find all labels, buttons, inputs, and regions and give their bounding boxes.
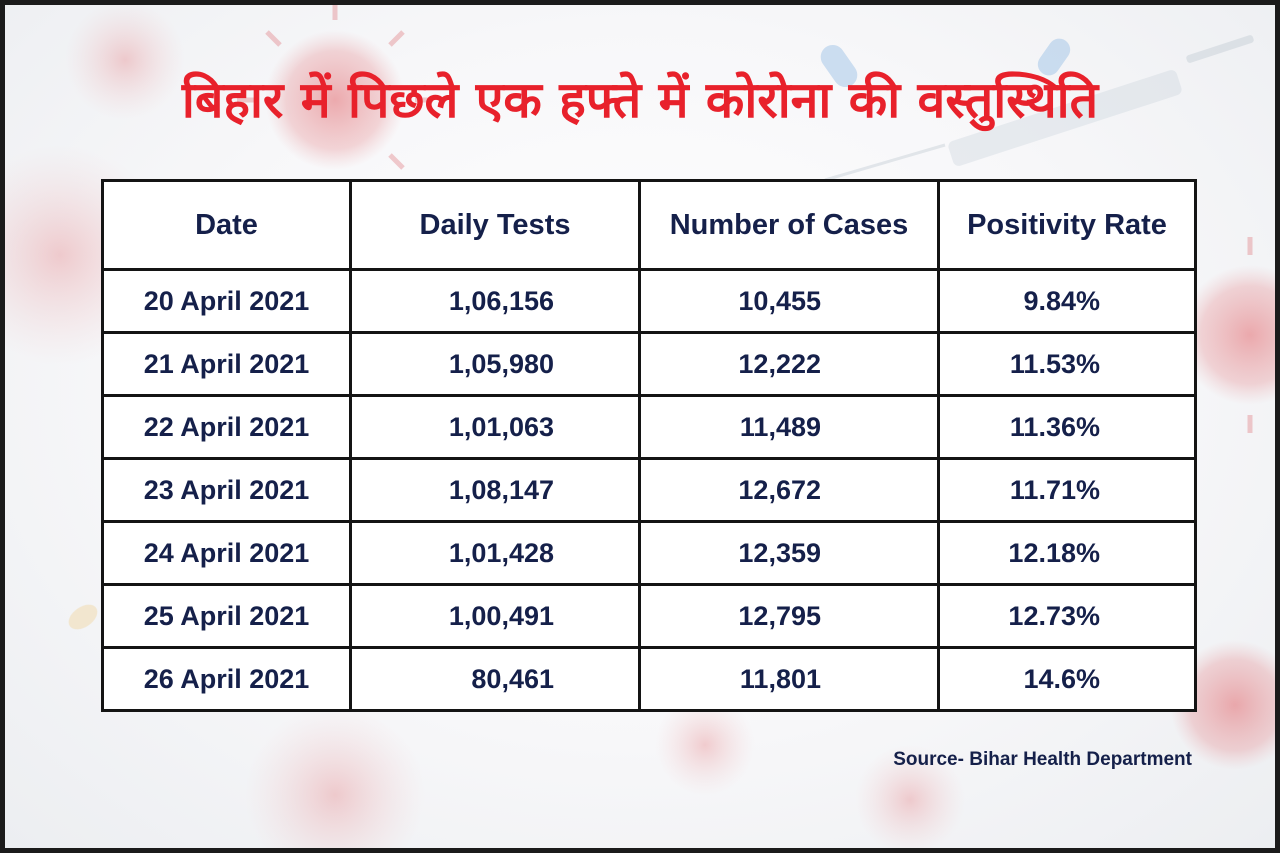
cell-positivity-rate: 11.53%: [939, 333, 1196, 396]
cell-daily-tests: 1,00,491: [351, 585, 640, 648]
table-row: [103, 648, 1196, 711]
cell-positivity-rate: 12.18%: [939, 522, 1196, 585]
table-row: [103, 333, 1196, 396]
cell-daily-tests: 1,01,428: [351, 522, 640, 585]
covid-stats-table: [101, 179, 1197, 712]
table-row: [103, 585, 1196, 648]
table-row: [103, 270, 1196, 333]
cell-daily-tests: 1,08,147: [351, 459, 640, 522]
cell-daily-tests: 1,06,156: [351, 270, 640, 333]
column-header-daily-tests: Daily Tests: [351, 181, 640, 270]
cell-daily-tests: 1,05,980: [351, 333, 640, 396]
column-header-date: Date: [103, 181, 351, 270]
virus-icon: [245, 705, 425, 848]
cell-number-of-cases: 10,455: [640, 270, 939, 333]
cell-date: 25 April 2021: [103, 585, 351, 648]
table-row: [103, 459, 1196, 522]
cell-number-of-cases: 12,795: [640, 585, 939, 648]
cell-number-of-cases: 11,801: [640, 648, 939, 711]
cell-daily-tests: 1,01,063: [351, 396, 640, 459]
cell-number-of-cases: 11,489: [640, 396, 939, 459]
cell-number-of-cases: 12,672: [640, 459, 939, 522]
cell-date: 24 April 2021: [103, 522, 351, 585]
table-header-row: [103, 181, 1196, 270]
page-title: बिहार में पिछले एक हफ्ते में कोरोना की वस्तुस्थिति: [181, 71, 1099, 129]
column-header-number-of-cases: Number of Cases: [640, 181, 939, 270]
source-note: Source- Bihar Health Department: [893, 749, 1192, 770]
cell-positivity-rate: 11.71%: [939, 459, 1196, 522]
cell-number-of-cases: 12,359: [640, 522, 939, 585]
cell-date: 22 April 2021: [103, 396, 351, 459]
cell-date: 23 April 2021: [103, 459, 351, 522]
cell-number-of-cases: 12,222: [640, 333, 939, 396]
cell-daily-tests: 80,461: [351, 648, 640, 711]
cell-positivity-rate: 14.6%: [939, 648, 1196, 711]
cell-positivity-rate: 12.73%: [939, 585, 1196, 648]
table-row: [103, 396, 1196, 459]
cell-positivity-rate: 9.84%: [939, 270, 1196, 333]
cell-date: 20 April 2021: [103, 270, 351, 333]
table-row: [103, 522, 1196, 585]
cell-date: 26 April 2021: [103, 648, 351, 711]
cell-positivity-rate: 11.36%: [939, 396, 1196, 459]
column-header-positivity-rate: Positivity Rate: [939, 181, 1196, 270]
cell-date: 21 April 2021: [103, 333, 351, 396]
